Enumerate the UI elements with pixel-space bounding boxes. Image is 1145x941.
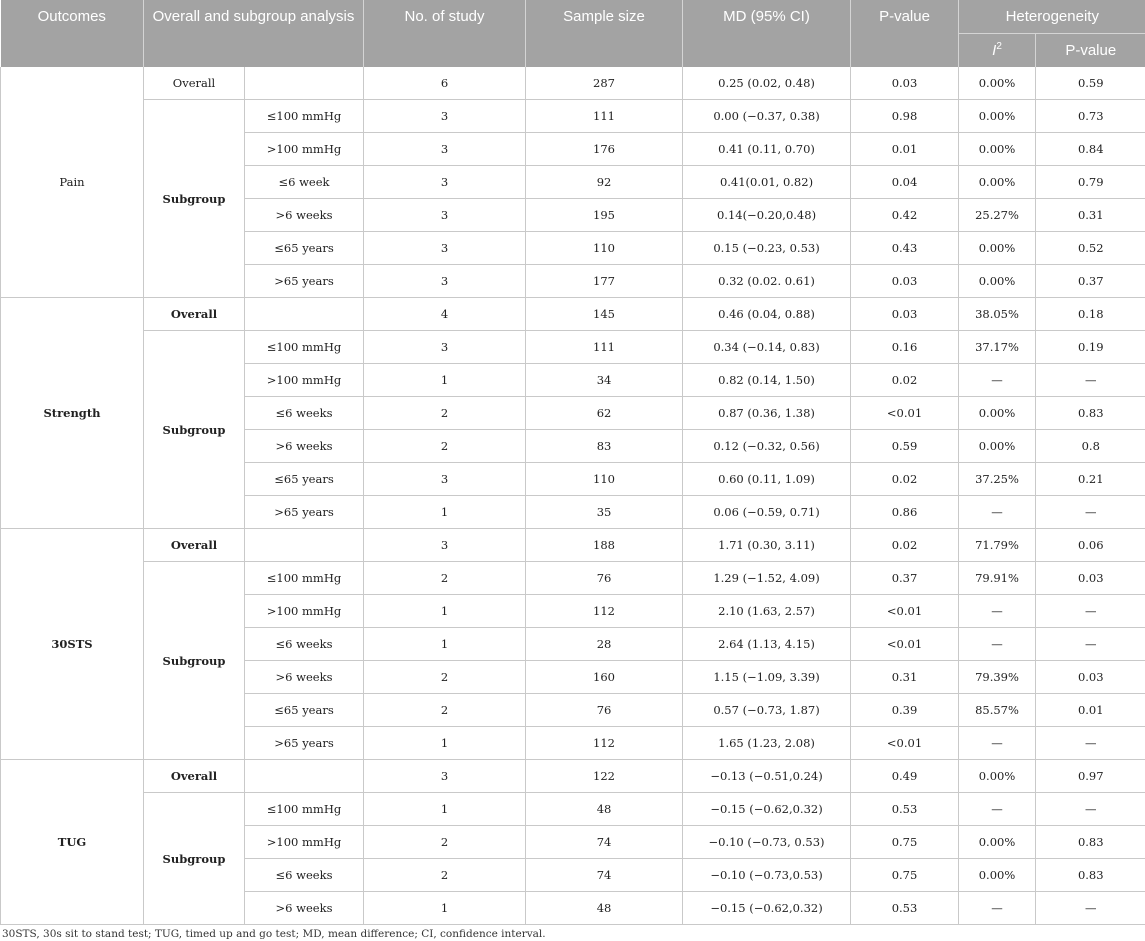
cell-p: 0.02	[851, 463, 959, 496]
subgroup-category: ≤100 mmHg	[245, 793, 364, 826]
table-row	[1, 529, 1145, 562]
cell-p: 0.42	[851, 199, 959, 232]
cell-i2: 0.00%	[959, 67, 1036, 100]
cell-studies: 6	[364, 67, 526, 100]
overall-label: Overall	[144, 760, 245, 793]
cell-i2: 0.00%	[959, 859, 1036, 892]
cell-p: <0.01	[851, 727, 959, 760]
table-row	[1, 760, 1145, 793]
cell-sample: 176	[526, 133, 683, 166]
subgroup-category: ≤100 mmHg	[245, 331, 364, 364]
table-row	[1, 100, 1145, 133]
header-analysis: Overall and subgroup analysis	[144, 0, 364, 67]
cell-hp: 0.01	[1036, 694, 1145, 727]
subgroup-category: ≤6 weeks	[245, 859, 364, 892]
subgroup-category: ≤100 mmHg	[245, 562, 364, 595]
cell-sample: 112	[526, 595, 683, 628]
subgroup-category: >100 mmHg	[245, 133, 364, 166]
cell-sample: 83	[526, 430, 683, 463]
cell-i2: 79.39%	[959, 661, 1036, 694]
cell-md: 0.06 (−0.59, 0.71)	[683, 496, 851, 529]
cell-i2: 0.00%	[959, 100, 1036, 133]
cell-i2: 0.00%	[959, 166, 1036, 199]
subgroup-label: Subgroup	[144, 562, 245, 760]
cell-i2: 0.00%	[959, 133, 1036, 166]
cell-p: 0.31	[851, 661, 959, 694]
cell-i2: 37.17%	[959, 331, 1036, 364]
header-heterogeneity: Heterogeneity	[959, 0, 1145, 34]
empty-cell	[245, 760, 364, 793]
cell-sample: 111	[526, 331, 683, 364]
cell-p: <0.01	[851, 595, 959, 628]
empty-cell	[245, 67, 364, 100]
cell-md: 2.10 (1.63, 2.57)	[683, 595, 851, 628]
cell-sample: 287	[526, 67, 683, 100]
cell-p: 0.02	[851, 529, 959, 562]
cell-p: 0.53	[851, 793, 959, 826]
cell-hp: 0.18	[1036, 298, 1145, 331]
cell-md: 0.41 (0.11, 0.70)	[683, 133, 851, 166]
table-footnote: 30STS, 30s sit to stand test; TUG, timed up and go test; MD, mean difference; CI, confidence interval.	[2, 928, 546, 940]
cell-md: −0.10 (−0.73,0.53)	[683, 859, 851, 892]
subgroup-category: ≤6 weeks	[245, 628, 364, 661]
cell-studies: 3	[364, 166, 526, 199]
cell-sample: 74	[526, 859, 683, 892]
subgroup-category: ≤65 years	[245, 232, 364, 265]
cell-hp: 0.73	[1036, 100, 1145, 133]
subgroup-label: Subgroup	[144, 793, 245, 925]
cell-hp: 0.21	[1036, 463, 1145, 496]
overall-label: Overall	[144, 298, 245, 331]
cell-p: 0.16	[851, 331, 959, 364]
cell-md: 0.32 (0.02. 0.61)	[683, 265, 851, 298]
cell-studies: 3	[364, 199, 526, 232]
cell-md: 0.14(−0.20,0.48)	[683, 199, 851, 232]
cell-hp: —	[1036, 595, 1145, 628]
cell-studies: 1	[364, 496, 526, 529]
cell-p: 0.75	[851, 826, 959, 859]
cell-studies: 1	[364, 628, 526, 661]
cell-i2: —	[959, 628, 1036, 661]
cell-studies: 1	[364, 793, 526, 826]
cell-i2: 0.00%	[959, 430, 1036, 463]
cell-md: 0.34 (−0.14, 0.83)	[683, 331, 851, 364]
cell-md: 0.15 (−0.23, 0.53)	[683, 232, 851, 265]
cell-studies: 1	[364, 364, 526, 397]
cell-i2: —	[959, 892, 1036, 925]
cell-p: <0.01	[851, 628, 959, 661]
overall-label: Overall	[144, 67, 245, 100]
cell-md: 0.41(0.01, 0.82)	[683, 166, 851, 199]
i-squared-exponent: 2	[996, 41, 1002, 52]
table-row	[1, 298, 1145, 331]
cell-sample: 195	[526, 199, 683, 232]
cell-sample: 110	[526, 232, 683, 265]
cell-sample: 92	[526, 166, 683, 199]
cell-hp: 0.06	[1036, 529, 1145, 562]
subgroup-category: >6 weeks	[245, 661, 364, 694]
cell-md: −0.15 (−0.62,0.32)	[683, 793, 851, 826]
cell-i2: 85.57%	[959, 694, 1036, 727]
cell-studies: 4	[364, 298, 526, 331]
cell-i2: 79.91%	[959, 562, 1036, 595]
subgroup-label: Subgroup	[144, 100, 245, 298]
cell-sample: 74	[526, 826, 683, 859]
cell-p: 0.43	[851, 232, 959, 265]
header-md-ci: MD (95% CI)	[683, 0, 851, 67]
subgroup-category: >6 weeks	[245, 892, 364, 925]
cell-hp: —	[1036, 727, 1145, 760]
cell-p: 0.03	[851, 298, 959, 331]
cell-p: 0.75	[851, 859, 959, 892]
cell-md: 0.25 (0.02, 0.48)	[683, 67, 851, 100]
cell-sample: 34	[526, 364, 683, 397]
cell-md: −0.13 (−0.51,0.24)	[683, 760, 851, 793]
cell-sample: 76	[526, 562, 683, 595]
cell-studies: 3	[364, 760, 526, 793]
cell-studies: 3	[364, 100, 526, 133]
table-body	[1, 67, 1145, 925]
cell-i2: —	[959, 727, 1036, 760]
cell-hp: 0.52	[1036, 232, 1145, 265]
cell-hp: 0.03	[1036, 562, 1145, 595]
cell-studies: 3	[364, 529, 526, 562]
cell-hp: 0.03	[1036, 661, 1145, 694]
cell-md: 1.65 (1.23, 2.08)	[683, 727, 851, 760]
subgroup-category: >100 mmHg	[245, 595, 364, 628]
subgroup-category: ≤65 years	[245, 694, 364, 727]
cell-hp: —	[1036, 496, 1145, 529]
cell-i2: —	[959, 364, 1036, 397]
cell-hp: 0.8	[1036, 430, 1145, 463]
cell-p: 0.59	[851, 430, 959, 463]
outcome-cell: TUG	[1, 760, 144, 925]
cell-hp: —	[1036, 628, 1145, 661]
header-outcomes: Outcomes	[1, 0, 144, 67]
cell-p: 0.03	[851, 67, 959, 100]
cell-hp: —	[1036, 793, 1145, 826]
cell-sample: 62	[526, 397, 683, 430]
cell-i2: —	[959, 496, 1036, 529]
cell-md: −0.10 (−0.73, 0.53)	[683, 826, 851, 859]
cell-i2: —	[959, 595, 1036, 628]
i-squared-base: I	[992, 42, 997, 59]
cell-studies: 2	[364, 397, 526, 430]
outcome-cell: Strength	[1, 298, 144, 529]
cell-i2: 25.27%	[959, 199, 1036, 232]
cell-md: 1.71 (0.30, 3.11)	[683, 529, 851, 562]
cell-sample: 112	[526, 727, 683, 760]
cell-hp: 0.83	[1036, 397, 1145, 430]
subgroup-category: >65 years	[245, 496, 364, 529]
table-row	[1, 67, 1145, 100]
cell-p: 0.02	[851, 364, 959, 397]
cell-sample: 48	[526, 892, 683, 925]
cell-md: 0.12 (−0.32, 0.56)	[683, 430, 851, 463]
cell-md: 1.29 (−1.52, 4.09)	[683, 562, 851, 595]
cell-p: 0.49	[851, 760, 959, 793]
cell-hp: 0.59	[1036, 67, 1145, 100]
cell-md: 0.82 (0.14, 1.50)	[683, 364, 851, 397]
cell-hp: —	[1036, 364, 1145, 397]
subgroup-category: >65 years	[245, 727, 364, 760]
cell-studies: 2	[364, 826, 526, 859]
cell-sample: 111	[526, 100, 683, 133]
cell-sample: 145	[526, 298, 683, 331]
cell-studies: 1	[364, 727, 526, 760]
cell-sample: 177	[526, 265, 683, 298]
cell-sample: 76	[526, 694, 683, 727]
empty-cell	[245, 298, 364, 331]
cell-hp: —	[1036, 892, 1145, 925]
cell-hp: 0.97	[1036, 760, 1145, 793]
cell-studies: 1	[364, 595, 526, 628]
cell-sample: 188	[526, 529, 683, 562]
cell-sample: 28	[526, 628, 683, 661]
cell-i2: 0.00%	[959, 265, 1036, 298]
header-i-squared	[959, 34, 1036, 68]
cell-hp: 0.83	[1036, 859, 1145, 892]
cell-studies: 3	[364, 331, 526, 364]
table-row	[1, 793, 1145, 826]
cell-md: 0.46 (0.04, 0.88)	[683, 298, 851, 331]
subgroup-category: ≤6 weeks	[245, 397, 364, 430]
cell-studies: 2	[364, 859, 526, 892]
cell-studies: 3	[364, 133, 526, 166]
subgroup-category: ≤100 mmHg	[245, 100, 364, 133]
cell-studies: 2	[364, 562, 526, 595]
cell-md: 0.60 (0.11, 1.09)	[683, 463, 851, 496]
cell-hp: 0.31	[1036, 199, 1145, 232]
cell-studies: 2	[364, 694, 526, 727]
cell-sample: 110	[526, 463, 683, 496]
empty-cell	[245, 529, 364, 562]
cell-p: 0.39	[851, 694, 959, 727]
overall-label: Overall	[144, 529, 245, 562]
cell-studies: 2	[364, 661, 526, 694]
cell-studies: 3	[364, 232, 526, 265]
cell-p: 0.86	[851, 496, 959, 529]
header-heterogeneity-p-value: P-value	[1036, 34, 1145, 68]
cell-hp: 0.79	[1036, 166, 1145, 199]
cell-hp: 0.83	[1036, 826, 1145, 859]
cell-hp: 0.19	[1036, 331, 1145, 364]
subgroup-category: >100 mmHg	[245, 364, 364, 397]
cell-p: 0.03	[851, 265, 959, 298]
cell-hp: 0.84	[1036, 133, 1145, 166]
table-row	[1, 331, 1145, 364]
cell-hp: 0.37	[1036, 265, 1145, 298]
cell-i2: 38.05%	[959, 298, 1036, 331]
cell-md: −0.15 (−0.62,0.32)	[683, 892, 851, 925]
cell-p: 0.53	[851, 892, 959, 925]
cell-i2: —	[959, 793, 1036, 826]
header-p-value: P-value	[851, 0, 959, 67]
cell-i2: 0.00%	[959, 760, 1036, 793]
subgroup-category: ≤65 years	[245, 463, 364, 496]
outcome-cell: 30STS	[1, 529, 144, 760]
cell-i2: 0.00%	[959, 397, 1036, 430]
cell-i2: 0.00%	[959, 826, 1036, 859]
cell-md: 1.15 (−1.09, 3.39)	[683, 661, 851, 694]
table-row	[1, 562, 1145, 595]
header-studies: No. of study	[364, 0, 526, 67]
cell-p: 0.01	[851, 133, 959, 166]
cell-studies: 3	[364, 265, 526, 298]
outcome-cell: Pain	[1, 67, 144, 298]
subgroup-category: >6 weeks	[245, 199, 364, 232]
cell-sample: 35	[526, 496, 683, 529]
subgroup-category: >65 years	[245, 265, 364, 298]
cell-studies: 1	[364, 892, 526, 925]
cell-i2: 0.00%	[959, 232, 1036, 265]
cell-md: 0.87 (0.36, 1.38)	[683, 397, 851, 430]
cell-p: <0.01	[851, 397, 959, 430]
cell-sample: 160	[526, 661, 683, 694]
cell-md: 0.00 (−0.37, 0.38)	[683, 100, 851, 133]
subgroup-category: >100 mmHg	[245, 826, 364, 859]
subgroup-label: Subgroup	[144, 331, 245, 529]
subgroup-category: ≤6 week	[245, 166, 364, 199]
cell-i2: 71.79%	[959, 529, 1036, 562]
cell-md: 0.57 (−0.73, 1.87)	[683, 694, 851, 727]
cell-p: 0.04	[851, 166, 959, 199]
header-sample-size: Sample size	[526, 0, 683, 67]
cell-sample: 48	[526, 793, 683, 826]
cell-md: 2.64 (1.13, 4.15)	[683, 628, 851, 661]
cell-studies: 2	[364, 430, 526, 463]
cell-i2: 37.25%	[959, 463, 1036, 496]
subgroup-category: >6 weeks	[245, 430, 364, 463]
cell-p: 0.37	[851, 562, 959, 595]
cell-studies: 3	[364, 463, 526, 496]
cell-sample: 122	[526, 760, 683, 793]
cell-p: 0.98	[851, 100, 959, 133]
